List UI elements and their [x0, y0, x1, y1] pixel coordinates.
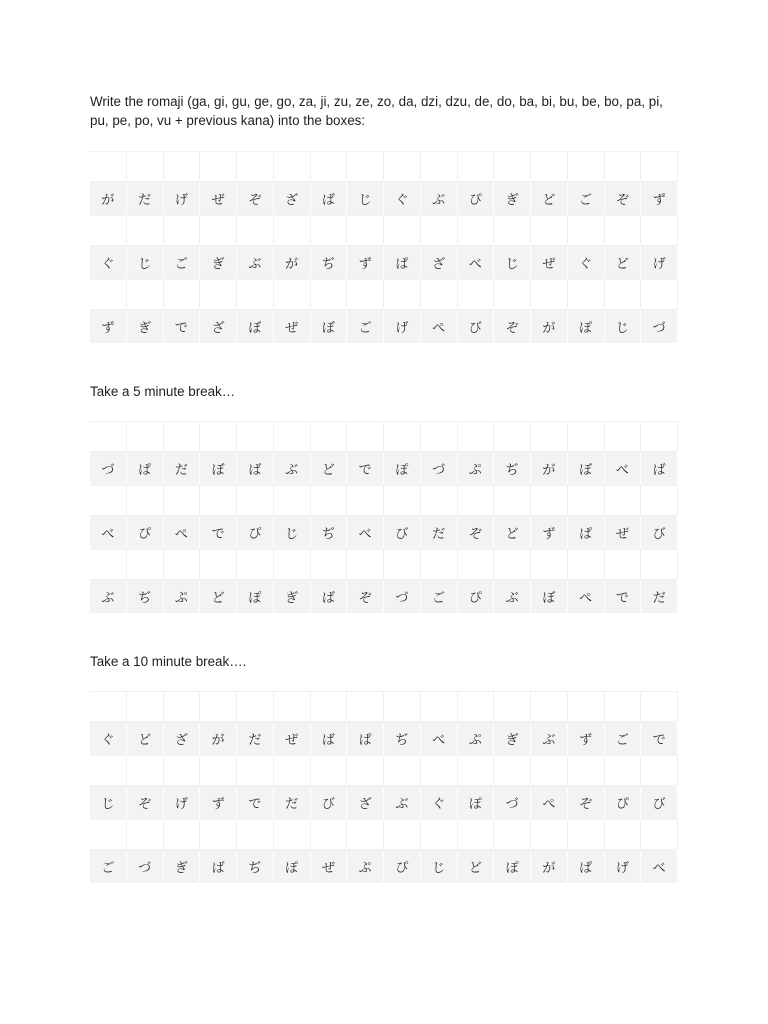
kana-cell: ず [531, 516, 568, 549]
kana-cell: ぽ [274, 850, 311, 883]
kana-cell: ぐ [90, 246, 127, 279]
kana-cell: ご [605, 722, 642, 755]
answer-box[interactable] [384, 215, 421, 246]
kana-cell: ず [568, 722, 605, 755]
answer-box[interactable] [347, 755, 384, 786]
answer-box[interactable] [164, 151, 201, 182]
kana-cell: げ [641, 246, 678, 279]
kana-cell: じ [605, 310, 642, 343]
kana-cell: ぼ [200, 452, 237, 485]
answer-box[interactable] [531, 151, 568, 182]
kana-cell: び [311, 786, 348, 819]
answer-box[interactable] [127, 215, 164, 246]
kana-cell: づ [127, 850, 164, 883]
kana-cell: ぎ [274, 580, 311, 613]
kana-cell: だ [274, 786, 311, 819]
answer-box[interactable] [200, 691, 237, 722]
answer-box[interactable] [531, 819, 568, 850]
answer-box[interactable] [164, 215, 201, 246]
kana-cell: ぜ [605, 516, 642, 549]
answer-box[interactable] [458, 151, 495, 182]
answer-box[interactable] [90, 755, 127, 786]
answer-box[interactable] [311, 755, 348, 786]
kana-cell: ぞ [458, 516, 495, 549]
answer-box[interactable] [605, 549, 642, 580]
answer-box[interactable] [90, 279, 127, 310]
answer-box[interactable] [384, 691, 421, 722]
kana-cell: ぶ [421, 182, 458, 215]
kana-cell: ぱ [568, 850, 605, 883]
answer-box[interactable] [237, 819, 274, 850]
answer-box[interactable] [494, 215, 531, 246]
kana-cell: が [531, 310, 568, 343]
answer-box[interactable] [274, 279, 311, 310]
answer-box[interactable] [90, 819, 127, 850]
kana-cell: ぶ [274, 452, 311, 485]
kana-cell: び [641, 516, 678, 549]
answer-box[interactable] [164, 485, 201, 516]
answer-box[interactable] [494, 151, 531, 182]
kana-cell: ば [311, 182, 348, 215]
kana-cell: ぎ [127, 310, 164, 343]
kana-cell: ど [127, 722, 164, 755]
kana-cell: ぶ [494, 580, 531, 613]
kana-cell: ざ [164, 722, 201, 755]
answer-box[interactable] [237, 755, 274, 786]
answer-box[interactable] [384, 279, 421, 310]
kana-cell: ど [458, 850, 495, 883]
answer-box[interactable] [237, 549, 274, 580]
answer-box[interactable] [384, 421, 421, 452]
break-note-10-minute: Take a 10 minute break…. [90, 654, 247, 669]
kana-cell: ぱ [347, 722, 384, 755]
kana-cell: だ [127, 182, 164, 215]
answer-box[interactable] [90, 549, 127, 580]
kana-cell: ご [164, 246, 201, 279]
answer-box[interactable] [237, 215, 274, 246]
kana-cell: ぱ [384, 246, 421, 279]
answer-box[interactable] [458, 549, 495, 580]
kana-cell: ぶ [90, 580, 127, 613]
answer-box[interactable] [641, 549, 678, 580]
kana-cell: ぷ [164, 580, 201, 613]
kana-cell: じ [421, 850, 458, 883]
answer-box[interactable] [274, 421, 311, 452]
answer-box[interactable] [421, 421, 458, 452]
answer-box[interactable] [421, 485, 458, 516]
answer-box[interactable] [531, 215, 568, 246]
kana-cell: が [531, 452, 568, 485]
kana-cell: ば [200, 850, 237, 883]
answer-box[interactable] [347, 421, 384, 452]
kana-cell: ぽ [458, 786, 495, 819]
kana-cell: が [274, 246, 311, 279]
answer-box[interactable] [164, 755, 201, 786]
kana-cell: ぢ [384, 722, 421, 755]
kana-cell: で [347, 452, 384, 485]
answer-box[interactable] [458, 215, 495, 246]
kana-cell: じ [127, 246, 164, 279]
answer-box[interactable] [605, 755, 642, 786]
answer-box[interactable] [164, 819, 201, 850]
kana-cell: だ [237, 722, 274, 755]
answer-box[interactable] [641, 215, 678, 246]
kana-cell: げ [605, 850, 642, 883]
kana-cell: ぞ [568, 786, 605, 819]
kana-cell: べ [641, 850, 678, 883]
answer-box[interactable] [274, 151, 311, 182]
answer-box[interactable] [311, 279, 348, 310]
kana-cell: ぞ [494, 310, 531, 343]
kana-cell: づ [90, 452, 127, 485]
kana-cell: ぽ [384, 452, 421, 485]
kana-cell: ぼ [568, 452, 605, 485]
kana-cell: ど [311, 452, 348, 485]
answer-box[interactable] [347, 485, 384, 516]
kana-cell: ざ [200, 310, 237, 343]
answer-box[interactable] [200, 279, 237, 310]
answer-box[interactable] [568, 691, 605, 722]
kana-cell: ど [605, 246, 642, 279]
kana-cell: ば [237, 452, 274, 485]
kana-cell: ご [90, 850, 127, 883]
kana-cell: ば [641, 452, 678, 485]
kana-cell: ぼ [237, 310, 274, 343]
kana-grid-1 [90, 151, 678, 343]
answer-box[interactable] [311, 485, 348, 516]
answer-box[interactable] [237, 279, 274, 310]
kana-cell: ぽ [568, 310, 605, 343]
answer-box[interactable] [384, 549, 421, 580]
answer-box[interactable] [494, 819, 531, 850]
answer-box[interactable] [200, 421, 237, 452]
answer-box[interactable] [90, 421, 127, 452]
answer-box[interactable] [531, 279, 568, 310]
answer-box[interactable] [200, 549, 237, 580]
answer-box[interactable] [200, 819, 237, 850]
answer-box[interactable] [568, 485, 605, 516]
answer-box[interactable] [568, 279, 605, 310]
kana-cell: づ [641, 310, 678, 343]
kana-cell: ぺ [164, 516, 201, 549]
answer-box[interactable] [494, 279, 531, 310]
kana-cell: ぢ [311, 516, 348, 549]
answer-box[interactable] [384, 819, 421, 850]
kana-cell: ぷ [458, 452, 495, 485]
answer-box[interactable] [200, 485, 237, 516]
answer-box[interactable] [458, 755, 495, 786]
kana-cell: ぼ [531, 580, 568, 613]
answer-box[interactable] [127, 549, 164, 580]
kana-cell: づ [384, 580, 421, 613]
answer-box[interactable] [274, 549, 311, 580]
answer-box[interactable] [605, 279, 642, 310]
kana-cell: ぜ [531, 246, 568, 279]
kana-cell: ず [641, 182, 678, 215]
answer-box[interactable] [200, 151, 237, 182]
kana-cell: ぞ [347, 580, 384, 613]
kana-cell: ぐ [568, 246, 605, 279]
answer-box[interactable] [200, 755, 237, 786]
kana-cell: ご [347, 310, 384, 343]
answer-box[interactable] [274, 691, 311, 722]
answer-box[interactable] [641, 755, 678, 786]
kana-cell: ぐ [421, 786, 458, 819]
kana-cell: ぴ [237, 516, 274, 549]
answer-box[interactable] [458, 421, 495, 452]
kana-cell: ぼ [311, 310, 348, 343]
answer-box[interactable] [641, 691, 678, 722]
answer-box[interactable] [531, 549, 568, 580]
kana-cell: べ [458, 246, 495, 279]
answer-box[interactable] [164, 691, 201, 722]
answer-box[interactable] [237, 485, 274, 516]
kana-cell: ぱ [127, 452, 164, 485]
kana-cell: で [237, 786, 274, 819]
answer-box[interactable] [458, 691, 495, 722]
kana-cell: ぎ [164, 850, 201, 883]
kana-cell: べ [421, 722, 458, 755]
answer-box[interactable] [274, 215, 311, 246]
answer-box[interactable] [421, 151, 458, 182]
answer-box[interactable] [458, 485, 495, 516]
answer-box[interactable] [311, 549, 348, 580]
kana-cell: ぴ [127, 516, 164, 549]
answer-box[interactable] [164, 421, 201, 452]
kana-cell: ぱ [568, 516, 605, 549]
kana-cell: ぢ [127, 580, 164, 613]
instructions-text: Write the romaji (ga, gi, gu, ge, go, za, ji, zu, ze, zo, da, dzi, dzu, de, do, ba, bi, bu, be, bo, pa, pi, pu, pe, po, vu + previous kana) into the boxes: [90, 94, 663, 128]
kana-cell: ぶ [531, 722, 568, 755]
break-note-5-minute: Take a 5 minute break… [90, 384, 236, 399]
answer-box[interactable] [164, 549, 201, 580]
answer-box[interactable] [311, 215, 348, 246]
kana-cell: ぞ [127, 786, 164, 819]
kana-cell: づ [421, 452, 458, 485]
answer-box[interactable] [421, 549, 458, 580]
kana-cell: ず [200, 786, 237, 819]
kana-cell: ぶ [237, 246, 274, 279]
kana-cell: ぢ [494, 452, 531, 485]
answer-box[interactable] [568, 549, 605, 580]
kana-cell: ぴ [605, 786, 642, 819]
kana-cell: ぽ [237, 580, 274, 613]
answer-box[interactable] [605, 421, 642, 452]
kana-cell: ぴ [384, 850, 421, 883]
kana-cell: だ [164, 452, 201, 485]
answer-box[interactable] [127, 151, 164, 182]
kana-cell: げ [164, 182, 201, 215]
kana-cell: ど [200, 580, 237, 613]
kana-cell: び [458, 310, 495, 343]
answer-box[interactable] [384, 485, 421, 516]
answer-box[interactable] [164, 279, 201, 310]
answer-box[interactable] [200, 215, 237, 246]
answer-box[interactable] [641, 279, 678, 310]
kana-cell: ぺ [421, 310, 458, 343]
kana-cell: ぜ [274, 310, 311, 343]
answer-box[interactable] [311, 691, 348, 722]
answer-box[interactable] [421, 819, 458, 850]
kana-cell: ざ [347, 786, 384, 819]
answer-box[interactable] [605, 691, 642, 722]
answer-box[interactable] [605, 151, 642, 182]
answer-box[interactable] [90, 691, 127, 722]
kana-grid-3 [90, 691, 678, 883]
kana-cell: ど [494, 516, 531, 549]
answer-box[interactable] [568, 421, 605, 452]
kana-cell: ぴ [458, 182, 495, 215]
answer-box[interactable] [90, 151, 127, 182]
kana-cell: じ [274, 516, 311, 549]
answer-box[interactable] [384, 755, 421, 786]
answer-box[interactable] [531, 691, 568, 722]
kana-cell: で [200, 516, 237, 549]
kana-cell: が [531, 850, 568, 883]
kana-cell: ぐ [90, 722, 127, 755]
kana-cell: じ [494, 246, 531, 279]
kana-cell: び [384, 516, 421, 549]
kana-cell: べ [90, 516, 127, 549]
kana-cell: ご [421, 580, 458, 613]
answer-box[interactable] [641, 485, 678, 516]
answer-box[interactable] [127, 421, 164, 452]
answer-box[interactable] [347, 691, 384, 722]
answer-box[interactable] [568, 755, 605, 786]
answer-box[interactable] [347, 151, 384, 182]
kana-cell: ぢ [237, 850, 274, 883]
kana-cell: ぞ [605, 182, 642, 215]
kana-cell: じ [347, 182, 384, 215]
kana-cell: ぺ [531, 786, 568, 819]
kana-cell: ば [311, 580, 348, 613]
answer-box[interactable] [347, 549, 384, 580]
kana-cell: ぜ [200, 182, 237, 215]
kana-cell: ぶ [384, 786, 421, 819]
answer-box[interactable] [90, 215, 127, 246]
answer-box[interactable] [421, 755, 458, 786]
kana-cell: ざ [274, 182, 311, 215]
kana-cell: ぎ [200, 246, 237, 279]
answer-box[interactable] [347, 279, 384, 310]
kana-cell: ど [531, 182, 568, 215]
kana-cell: ぜ [311, 850, 348, 883]
answer-box[interactable] [421, 691, 458, 722]
answer-box[interactable] [641, 819, 678, 850]
answer-box[interactable] [605, 819, 642, 850]
kana-cell: ず [90, 310, 127, 343]
answer-box[interactable] [421, 279, 458, 310]
kana-cell: げ [164, 786, 201, 819]
answer-box[interactable] [311, 421, 348, 452]
kana-cell: ず [347, 246, 384, 279]
kana-cell: ぺ [568, 580, 605, 613]
kana-cell: ぽ [494, 850, 531, 883]
kana-cell: で [164, 310, 201, 343]
kana-cell: ぎ [494, 722, 531, 755]
answer-box[interactable] [605, 215, 642, 246]
answer-box[interactable] [568, 819, 605, 850]
kana-cell: ぞ [237, 182, 274, 215]
answer-box[interactable] [274, 485, 311, 516]
kana-grid-2 [90, 421, 678, 613]
answer-box[interactable] [311, 151, 348, 182]
answer-box[interactable] [494, 691, 531, 722]
kana-cell: び [641, 786, 678, 819]
answer-box[interactable] [127, 691, 164, 722]
kana-cell: だ [641, 580, 678, 613]
answer-box[interactable] [311, 819, 348, 850]
answer-box[interactable] [531, 755, 568, 786]
answer-box[interactable] [458, 819, 495, 850]
answer-box[interactable] [421, 215, 458, 246]
answer-box[interactable] [494, 549, 531, 580]
kana-cell: づ [494, 786, 531, 819]
kana-cell: で [641, 722, 678, 755]
answer-box[interactable] [237, 691, 274, 722]
kana-cell: げ [384, 310, 421, 343]
kana-cell: で [605, 580, 642, 613]
answer-box[interactable] [384, 151, 421, 182]
answer-box[interactable] [127, 755, 164, 786]
answer-box[interactable] [568, 151, 605, 182]
answer-box[interactable] [568, 215, 605, 246]
answer-box[interactable] [494, 485, 531, 516]
answer-box[interactable] [347, 215, 384, 246]
kana-cell: が [90, 182, 127, 215]
kana-cell: が [200, 722, 237, 755]
kana-cell: ぷ [347, 850, 384, 883]
answer-box[interactable] [605, 485, 642, 516]
kana-cell: ご [568, 182, 605, 215]
answer-box[interactable] [237, 151, 274, 182]
answer-box[interactable] [458, 279, 495, 310]
answer-box[interactable] [494, 421, 531, 452]
answer-box[interactable] [274, 819, 311, 850]
kana-cell: じ [90, 786, 127, 819]
kana-cell: だ [421, 516, 458, 549]
kana-cell: ぴ [458, 580, 495, 613]
kana-cell: ぷ [458, 722, 495, 755]
answer-box[interactable] [494, 755, 531, 786]
kana-cell: ぎ [494, 182, 531, 215]
answer-box[interactable] [641, 421, 678, 452]
kana-cell: ぐ [384, 182, 421, 215]
answer-box[interactable] [274, 755, 311, 786]
kana-cell: ば [311, 722, 348, 755]
answer-box[interactable] [127, 819, 164, 850]
kana-cell: ざ [421, 246, 458, 279]
answer-box[interactable] [641, 151, 678, 182]
kana-cell: べ [605, 452, 642, 485]
answer-box[interactable] [237, 421, 274, 452]
answer-box[interactable] [347, 819, 384, 850]
kana-cell: べ [347, 516, 384, 549]
answer-box[interactable] [531, 421, 568, 452]
answer-box[interactable] [531, 485, 568, 516]
kana-cell: ぢ [311, 246, 348, 279]
answer-box[interactable] [90, 485, 127, 516]
answer-box[interactable] [127, 279, 164, 310]
answer-box[interactable] [127, 485, 164, 516]
kana-cell: ぜ [274, 722, 311, 755]
